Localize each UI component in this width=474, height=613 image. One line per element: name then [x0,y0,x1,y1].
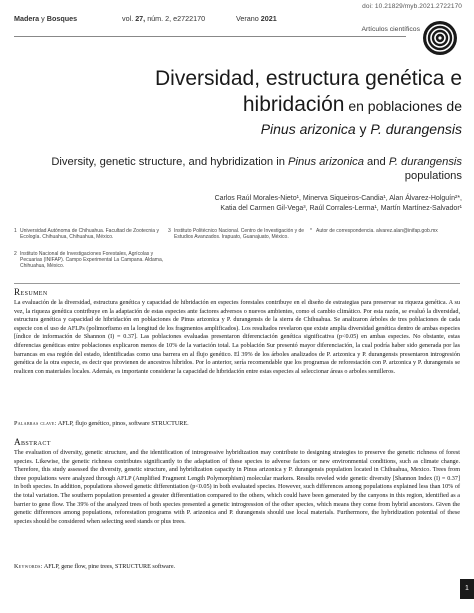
abstract-keywords-text: AFLP, gene flow, pine trees, STRUCTURE software. [42,564,176,570]
season-year: 2021 [260,14,277,23]
affiliation-2 [14,251,164,270]
title-en-and: and [363,156,389,168]
resumen-keywords [14,420,460,429]
journal-name-and: y [41,14,45,23]
issue-number: núm. 2, e2722170 [147,14,206,23]
affiliation-2-num: 2 [14,251,17,257]
section-rule [14,283,460,284]
journal-name-a: Madera [14,14,40,23]
title-es-poblaciones: en poblaciones de [344,98,462,114]
affiliation-3 [168,228,308,240]
title-en-e: populations [404,170,462,182]
affiliation-3-num: 3 [168,228,171,234]
page-number-tab: 1 [460,579,474,599]
affiliation-2-text: Instituto Nacional de Investigaciones Forestales, Agrícolas y Pecuarias (INIFAP). Campo Experimental La Campana. Aldama, Chihuahua, México. [20,251,164,270]
title-es-species-a: Pinus arizonica [260,121,356,137]
journal-name [14,14,77,23]
season-label: Verano [236,14,259,23]
title-english [40,155,462,183]
title-spanish [14,66,462,139]
resumen-keywords-label: Palabras clave: [14,421,57,427]
header-rule [14,36,406,37]
author-list [40,194,462,214]
affiliation-1-text: Universidad Autónoma de Chihuahua. Facultad de Zootecnia y Ecología. Chihuahua, Chihuahua, México. [20,228,159,241]
article-type: Artículos científicos [361,26,420,33]
title-es-species-b: P. durangensis [370,121,462,137]
volume-prefix: vol. [122,14,134,23]
season-info [236,14,277,23]
abstract-keywords [14,563,460,572]
abstract-keywords-label: Keywords: [14,564,43,570]
corresponding-author-text[interactable]: Autor de correspondencia. alvarez.alan@inifap.gob.mx [316,228,438,234]
abstract-body: The evaluation of diversity, genetic structure, and the identification of introgressive hybridization may contribute to designing strategies to preserve the genetic richness of forest species. Likewise, the genetic richness contributes significantly to the adaptation of these species to adverse factors or new environmental conditions, such as climate change. Therefore, this study assessed the diversity, genetic structure, and hybridization capacity in Pinus arizonica y P. durangensis population located in Chihuahua, Mexico. Trees from three populations were analyzed through AFLP (Amplified Fragment Length Polymorphism) molecular markers. Results reveled wide genetic diversity [Shannon Index (I) = 0.37] in both species. In addition, populations showed genetic differentiation (p<0.05) in both evaluated species. However, such differences among populations explained less than 10% of the total variation. The southern population presented a greater differentiation compared to the others, which could have been generated by the canyons in this region, identified as a barrier to gene flow. The 39% of the analyzed trees of both species presented a genetic introgression of the other species, which means they come from hybrid ancestors. Given the genetic differences among populations, reforestation programs with P. arizonica and P. durangensis should use local materials. Furthermore, the hybridization potential of these species should be considered when selecting seed stands or plus trees. [14,450,460,525]
authors-line2: Katia del Carmen Gil-Vega³, Raúl Corrales-Lerma¹, Martín Martínez-Salvador¹ [220,205,462,212]
affiliation-1 [14,228,164,240]
journal-name-b: Bosques [46,14,78,23]
title-es-line2 [14,92,462,119]
corresponding-author [310,228,460,234]
authors-line1: Carlos Raúl Morales-Nieto¹, Minerva Siqueiros-Candia¹, Alan Álvarez-Holguín²*, [214,195,462,202]
resumen-keywords-text: AFLP, flujo genético, pinos, software STRUCTURE. [56,421,189,427]
title-es-line3 [14,119,462,139]
affiliation-3-text: Instituto Politécnico Nacional. Centro de Investigación y de Estudios Avanzados. Irapuato, Guanajuato, México. [174,228,305,241]
volume-info [122,14,205,23]
doi[interactable]: doi: 10.21829/myb.2021.2722170 [362,3,462,10]
title-es-conjunction: y [355,121,371,137]
volume-number: 27, [135,14,146,23]
resumen-heading: Resumen [14,287,48,297]
corresponding-author-mark: * [310,228,312,234]
title-es-hibridacion: hibridación [242,93,345,116]
title-en-species-b: P. durangensis [388,156,462,168]
resumen-body: La evaluación de la diversidad, estructura genética y capacidad de hibridación en especies forestales contribuye en el diseño de estrategias para preservar su riqueza genética. A su vez, la riqueza genética contribuye en la adaptación de estas especies ante factores adversos o nuevos ambientes, como el cambio climático. Por esta razón, se evaluó la diversidad, estructura genética y capacidad de hibridación en poblaciones de Pinus arizonica y P. durangensis de la sierra de Chihuahua. Se analizaron árboles de tres poblaciones de cada especie con el uso de AFLPs (polimorfismo en la longitud de los fragmentos amplificados). Los resultados revelaron que existe amplia diversidad genética dentro de ambas especies [índice de información de Shannon (I) = 0.37]. Las poblaciones evaluadas presentaron diferenciación genética significativa (p<0.05) en ambas especies. No obstante, estas diferencias genéticas entre poblaciones explicaron menos de 10% de la variación total. La población Sur presentó mayor diferenciación, la cual podría haber sido generada por las barrancas en esa región del estado, identificadas como una barrera en al flujo genético. El 39% de los árboles analizados de P. arizonica y P. durangensis presentaron introgresión genética de la otra especie, es decir que provienen de ancestros híbridos. Por lo anterior, sería recomendable que los programas de reforestación con P. arizonica y P. durangensis se realicen con materiales locales. Además, es importante considerar la capacidad de hibridación entre estas especies al seleccionar áreas o arboles semilleros. [14,300,460,375]
affiliation-1-num: 1 [14,228,17,234]
title-en-a: Diversity, genetic structure, and hybridization in [51,156,289,168]
concentric-circles-logo-icon [422,20,458,56]
abstract-heading: Abstract [14,437,51,447]
title-es-line1: Diversidad, estructura genética e [155,67,462,90]
title-en-species-a: Pinus arizonica [288,156,364,168]
